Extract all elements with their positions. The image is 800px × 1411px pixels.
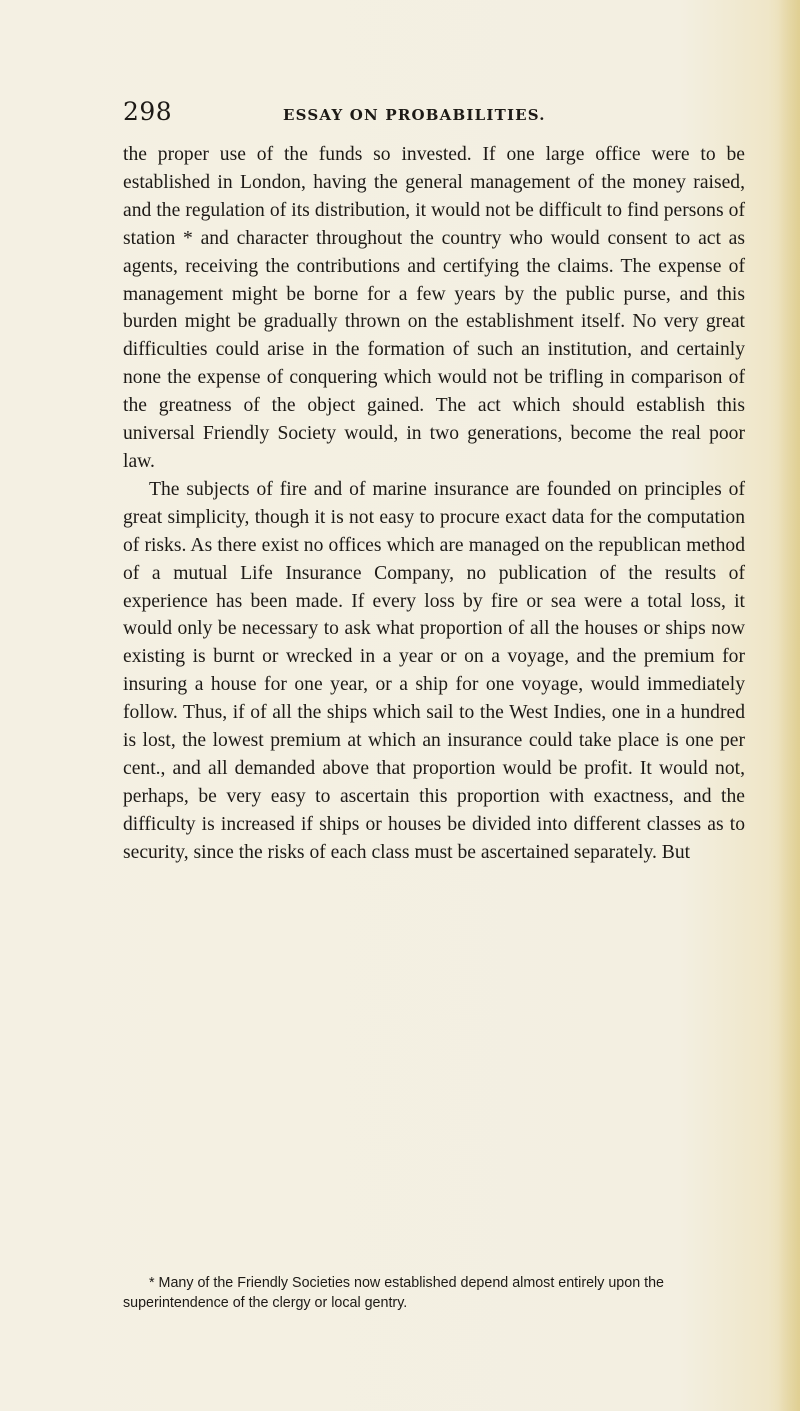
footnote: * Many of the Friendly Societies now established depend almost entirely upon the superintendence of the clergy or local gentry. (123, 1275, 664, 1311)
paragraph-continued: the proper use of the funds so invested. If one large office were to be established in London, having the general management of the money raised, and the regulation of its distribution, it would not be difficult to find persons of station * and character throughout the country who would consent to act as agents, receiving the contributions and certifying the claims. The expense of management might be borne for a few years by the public purse, and this burden might be gradually thrown on the establishment itself. No very great difficulties could arise in the formation of such an institution, and certainly none the expense of conquering which would not be trifling in comparison of the greatness of the object gained. The act which should establish this universal Friendly Society would, in two generations, become the real poor law. (123, 144, 745, 472)
body-text (123, 141, 745, 867)
page-edge-shading (778, 0, 800, 1411)
page-number: 298 (123, 97, 173, 126)
running-head: ESSAY ON PROBABILITIES. (283, 106, 546, 124)
paragraph-insurance: The subjects of fire and of marine insurance are founded on principles of great simplicity, though it is not easy to procure exact data for the computation of risks. As there exist no offices which are managed on the republican method of a mutual Life Insurance Company, no publication of the results of experience has been made. If every loss by fire or sea were a total loss, it would only be necessary to ask what proportion of all the houses or ships now existing is burnt or wrecked in a year or on a voyage, and the premium for insuring a house for one year, or a ship for one voyage, would immediately follow. Thus, if of all the ships which sail to the West Indies, one in a hundred is lost, the lowest premium at which an insurance could take place is one per cent., and all demanded above that proportion would be profit. It would not, perhaps, be very easy to ascertain this proportion with exactness, and the difficulty is increased if ships or houses be divided into different classes as to security, since the risks of each class must be ascertained separately. But (123, 478, 745, 863)
page-header (123, 97, 743, 127)
